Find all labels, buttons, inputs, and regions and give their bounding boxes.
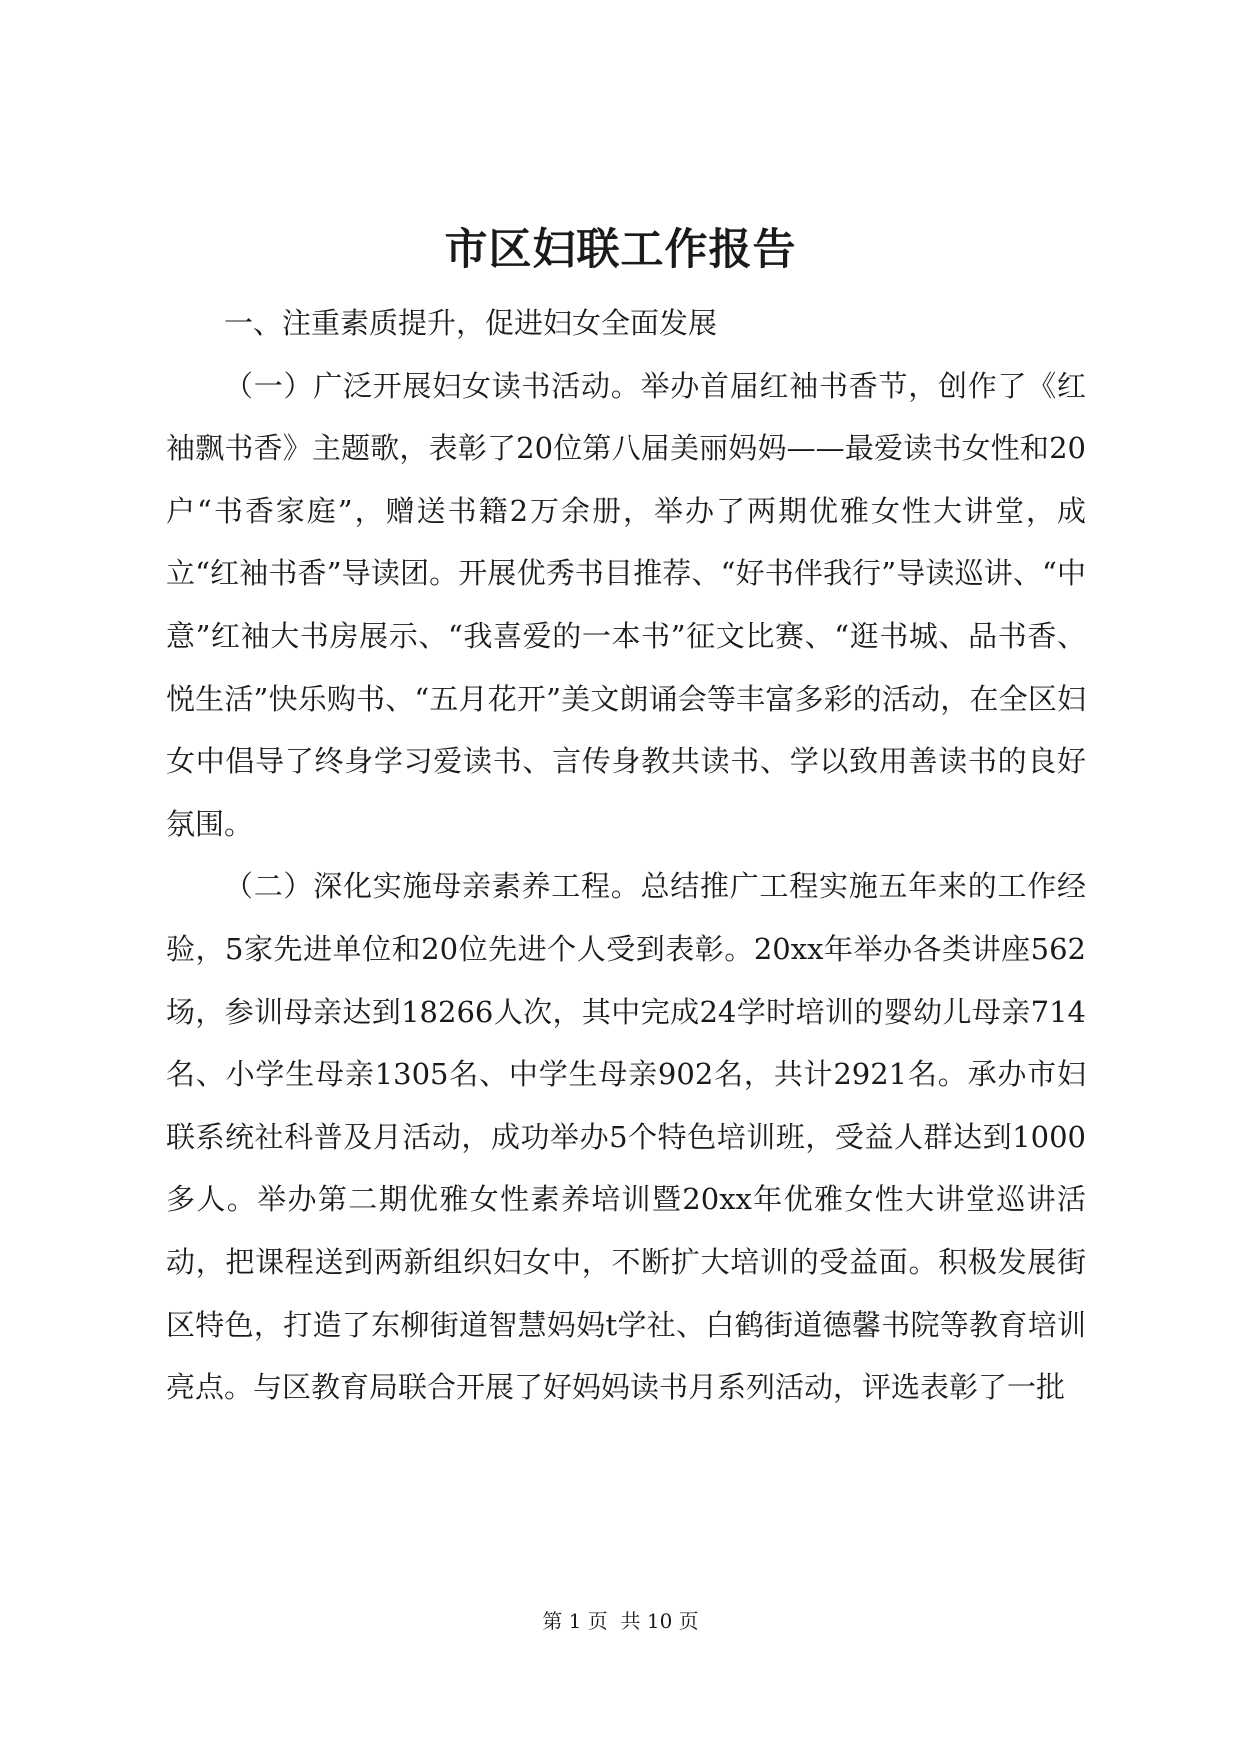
- page-number-label: 第 1 页 共 10 页: [542, 1609, 699, 1633]
- paragraph-mother-literacy: （二）深化实施母亲素养工程。总结推广工程实施五年来的工作经验，5家先进单位和20位先进个人受到表彰。20xx年举办各类讲座562场，参训母亲达到18266人次，其中完成24学时培训的婴幼儿母亲714名、小学生母亲1305名、中学生母亲902名，共计2921名。承办市妇联系统社科普及月活动，成功举办5个特色培训班，受益人群达到1000多人。举办第二期优雅女性素养培训暨20xx年优雅女性大讲堂巡讲活动，把课程送到两新组织妇女中，不断扩大培训的受益面。积极发展街区特色，打造了东柳街道智慧妈妈t学社、白鹤街道德馨书院等教育培训亮点。与区教育局联合开展了好妈妈读书月系列活动，评选表彰了一批: [166, 869, 1086, 1405]
- document-body: [166, 292, 1086, 1419]
- section-heading: 一、注重素质提升，促进妇女全面发展: [224, 306, 718, 340]
- paragraph-reading-activities: （一）广泛开展妇女读书活动。举办首届红袖书香节，创作了《红袖飘书香》主题歌，表彰了20位第八届美丽妈妈——最爱读书女性和20户“书香家庭”，赠送书籍2万余册，举办了两期优雅女性大讲堂，成立“红袖书香”导读团。开展优秀书目推荐、“好书伴我行”导读巡讲、“中意”红袖大书房展示、“我喜爱的一本书”征文比赛、“逛书城、品书香、悦生活”快乐购书、“五月花开”美文朗诵会等丰富多彩的活动，在全区妇女中倡导了终身学习爱读书、言传身教共读书、学以致用善读书的良好氛围。: [166, 368, 1086, 841]
- document-title: 市区妇联工作报告: [444, 225, 797, 275]
- page-footer: [0, 1606, 1241, 1636]
